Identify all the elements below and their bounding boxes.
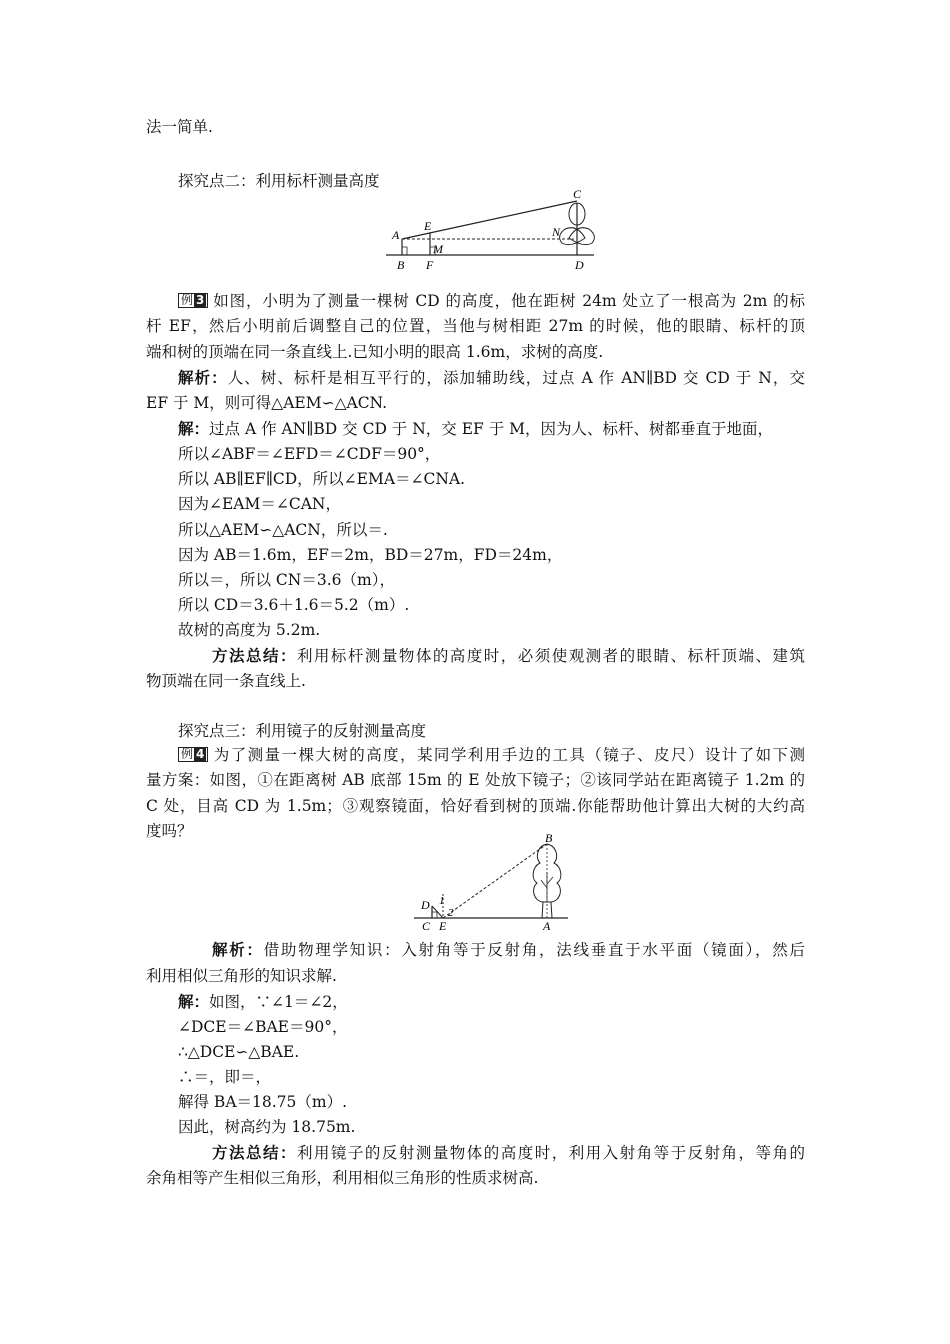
example-4-question-line-1: 例 4 为了测量一棵大树的高度，某同学利用手边的工具（镜子、皮尺）设计了如下测 [178, 745, 805, 765]
example-3-question-line-1: 例 3 如图，小明为了测量一棵树 CD 的高度，他在距树 24m 处立了一根高为 2m 的标 [178, 291, 805, 311]
example-4-solution-line-3: ∴△DCE∽△BAE. [178, 1043, 300, 1061]
label-M: M [433, 242, 443, 256]
label-2: 2 [448, 907, 454, 919]
label-D: D [575, 258, 584, 272]
tree-AB [533, 844, 561, 918]
figure-pole-diagram [380, 183, 610, 275]
example-3-summary-line-1: 方法总结：利用标杆测量物体的高度时，必须使观测者的眼睛、标杆顶端、建筑 [212, 646, 805, 665]
example-4-solution-line-1: 解：如图，∵∠1＝∠2， [178, 992, 348, 1011]
tree-CD [560, 203, 595, 255]
section-heading-3: 探究点三：利用镜子的反射测量高度 [178, 722, 427, 740]
example-3-analysis-line-1: 解析：人、树、标杆是相互平行的，添加辅助线，过点 A 作 AN∥BD 交 CD 于 N，交 [178, 368, 805, 387]
label-E: E [424, 219, 432, 233]
label-B: B [545, 832, 553, 845]
example-3-solution-line-2: 所以∠ABF＝∠EFD＝∠CDF＝90°， [178, 445, 441, 463]
label-D: D [421, 898, 430, 912]
example-3-solution-line-6: 因为 AB＝1.6m，EF＝2m，BD＝27m，FD＝24m， [178, 546, 563, 564]
figure-mirror-diagram [410, 832, 572, 937]
example-4-summary-line-1: 方法总结：利用镜子的反射测量物体的高度时，利用入射角等于反射角，等角的 [212, 1143, 805, 1162]
example-3-solution-line-8: 所以 CD＝3.6＋1.6＝5.2（m）. [178, 596, 410, 614]
example-3-tag: 例 3 [178, 293, 208, 308]
example-4-question-line-3: C 处，目高 CD 为 1.5m；③观察镜面，恰好看到树的顶端.你能帮助他计算出大树的大约高 [146, 797, 805, 815]
example-4-question-line-2: 量方案：如图，①在距离树 AB 底部 15m 的 E 处放下镜子；②该同学站在距离镜子 1.2m 的 [146, 771, 805, 789]
example-3-summary-line-2: 物顶端在同一条直线上. [146, 672, 306, 690]
label-N: N [552, 225, 561, 239]
label-F: F [426, 258, 434, 272]
example-3-solution-line-1: 解：过点 A 作 AN∥BD 交 CD 于 N，交 EF 于 M，因为人、标杆、树都垂直于地面， [178, 419, 774, 438]
example-4-solution-line-6: 因此，树高约为 18.75m. [178, 1118, 356, 1136]
example-3-question-line-3: 端和树的顶端在同一条直线上.已知小明的眼高 1.6m，求树的高度. [146, 343, 604, 361]
label-B: B [397, 258, 405, 272]
example-4-solution-line-5: 解得 BA＝18.75（m）. [178, 1093, 348, 1111]
example-3-solution-line-4: 因为∠EAM＝∠CAN， [178, 495, 341, 513]
label-C: C [573, 187, 582, 201]
label-1: 1 [439, 895, 445, 907]
label-A: A [392, 228, 400, 242]
example-4-analysis-line-2: 利用相似三角形的知识求解. [146, 967, 337, 985]
ray-EB [443, 844, 547, 918]
example-3-solution-line-5: 所以△AEM∽△ACN，所以＝. [178, 521, 388, 539]
example-4-analysis-line-1: 解析：借助物理学知识：入射角等于反射角，法线垂直于水平面（镜面），然后 [212, 940, 805, 959]
example-4-question-line-4: 度吗？ [146, 822, 193, 840]
example-3-solution-line-9: 故树的高度为 5.2m. [178, 621, 321, 639]
label-A: A [543, 919, 551, 933]
continuation-text: 法一简单. [146, 118, 213, 136]
label-C: C [422, 919, 431, 933]
right-angle-C [432, 912, 437, 918]
example-4-summary-line-2: 余角相等产生相似三角形，利用相似三角形的性质求树高. [146, 1169, 539, 1187]
example-3-analysis-line-2: EF 于 M，则可得△AEM∽△ACN. [146, 394, 388, 412]
example-3-solution-line-7: 所以＝，所以 CN＝3.6（m）， [178, 571, 395, 589]
example-4-solution-line-2: ∠DCE＝∠BAE＝90°， [178, 1018, 348, 1036]
label-E: E [439, 919, 447, 933]
example-4-solution-line-4: ∴＝，即＝， [178, 1068, 272, 1086]
example-3-question-line-2: 杆 EF，然后小明前后调整自己的位置，当他与树相距 27m 的时候，他的眼睛、标杆的顶 [146, 317, 805, 335]
example-4-tag: 例 4 [178, 747, 208, 762]
section-heading-2: 探究点二：利用标杆测量高度 [178, 172, 380, 190]
example-3-solution-line-3: 所以 AB∥EF∥CD，所以∠EMA＝∠CNA. [178, 470, 466, 488]
right-angle-B [402, 247, 407, 255]
